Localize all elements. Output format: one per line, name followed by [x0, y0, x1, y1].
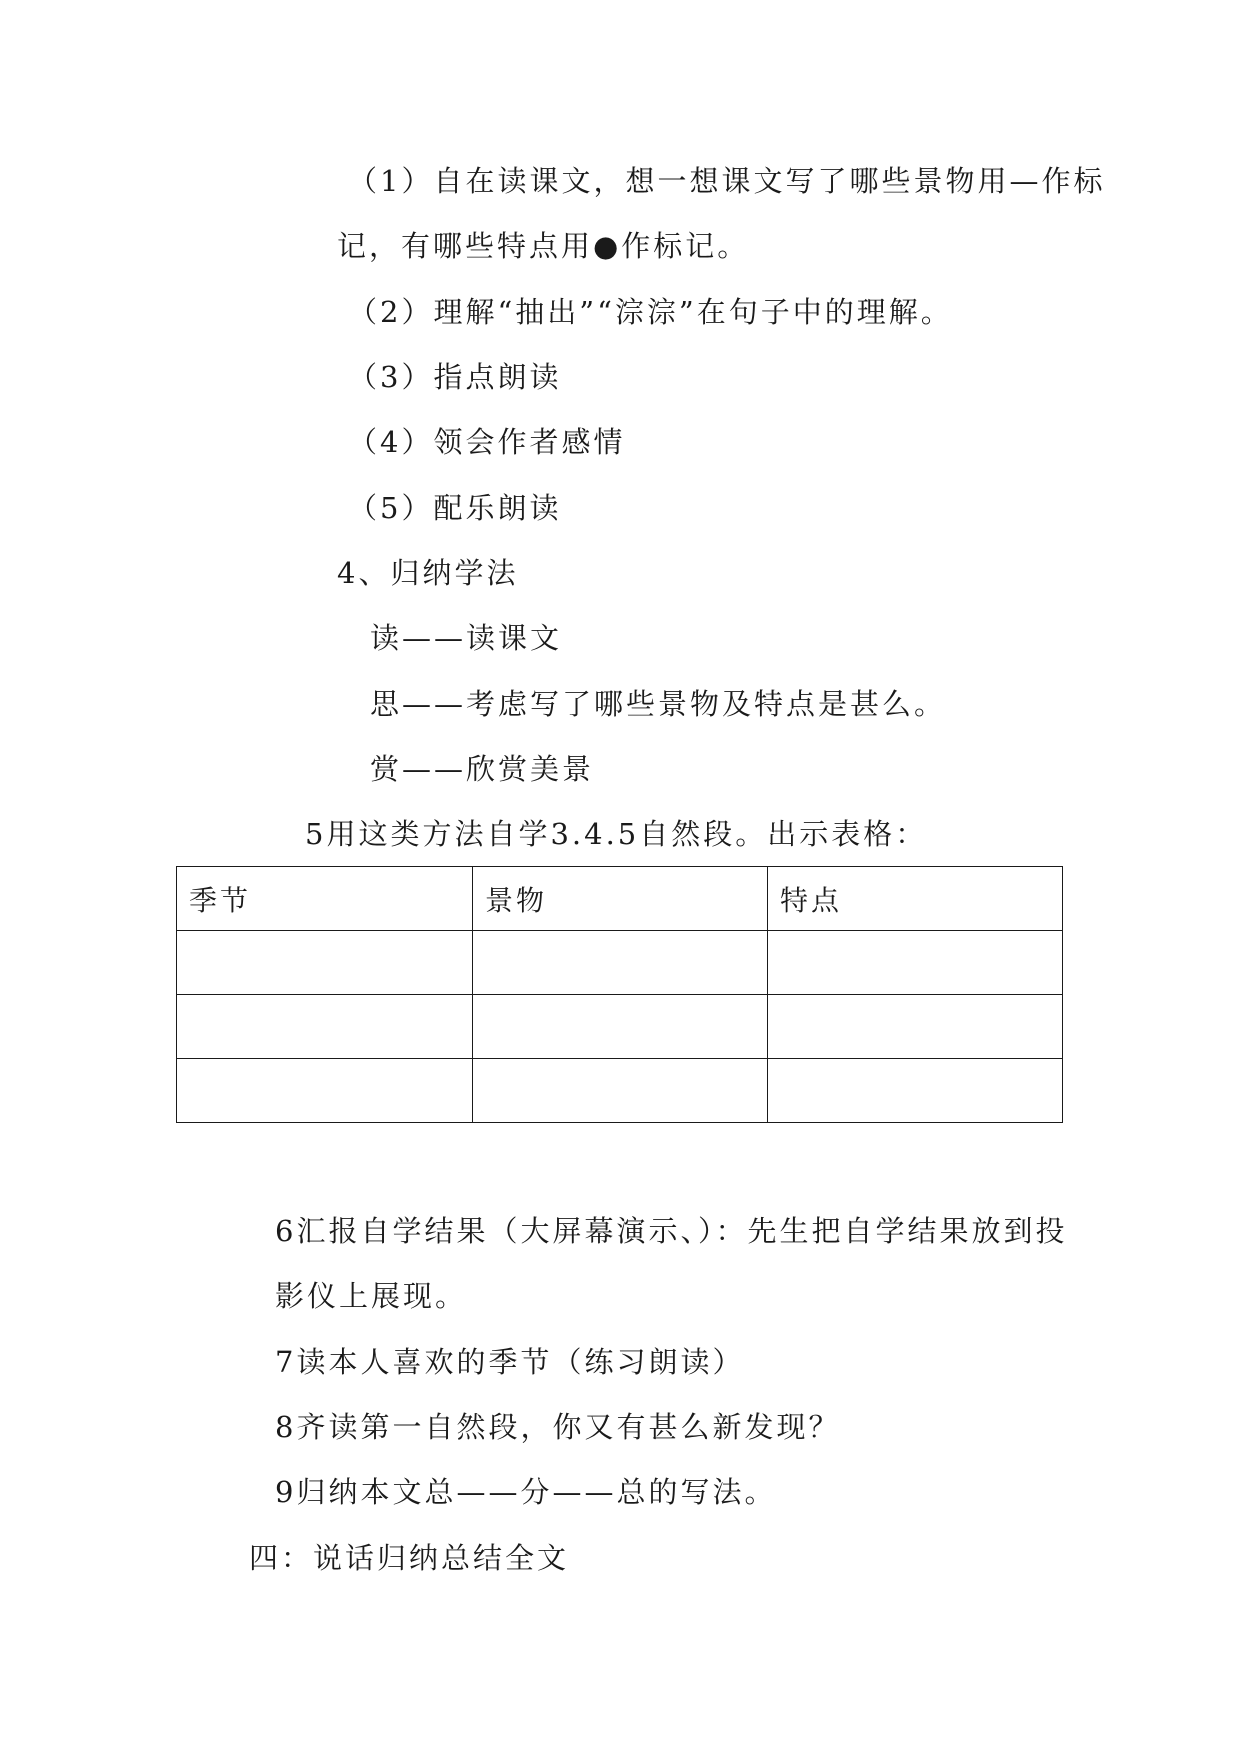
- header-season: 季节: [177, 867, 473, 931]
- table-cell: [177, 995, 473, 1059]
- table-cell: [768, 931, 1063, 995]
- table-header-row: [177, 867, 1063, 931]
- table-cell: [473, 1059, 768, 1123]
- section-9: 9归纳本文总——分——总的写法。: [275, 1475, 777, 1509]
- step-2: （2）理解“抽出”“淙淙”在句子中的理解。: [348, 295, 953, 329]
- section-8: 8齐读第一自然段，你又有甚么新发现？: [275, 1410, 841, 1444]
- section-6-line-2: 影仪上展现。: [275, 1279, 468, 1313]
- method-appreciate: 赏——欣赏美景: [370, 752, 595, 786]
- step-1-line-2: 记，有哪些特点用●作标记。: [337, 229, 750, 263]
- table-cell: [768, 995, 1063, 1059]
- header-scenery: 景物: [473, 867, 768, 931]
- table-row: [177, 931, 1063, 995]
- table-cell: [473, 995, 768, 1059]
- table-cell: [768, 1059, 1063, 1123]
- step-3: （3）指点朗读: [348, 360, 562, 394]
- table-cell: [177, 1059, 473, 1123]
- part-4-heading: 四：说话归纳总结全文: [249, 1541, 570, 1575]
- section-6-line-1: 6汇报自学结果（大屏幕演示、）：先生把自学结果放到投: [275, 1214, 1068, 1248]
- step-4: （4）领会作者感情: [348, 425, 626, 459]
- step-1-line-1: （1）自在读课文，想一想课文写了哪些景物用—作标: [348, 164, 1106, 198]
- table-cell: [177, 931, 473, 995]
- section-5-heading: 5用这类方法自学3.4.5自然段。出示表格：: [305, 817, 928, 851]
- step-5: （5）配乐朗读: [348, 491, 562, 525]
- table-cell: [473, 931, 768, 995]
- section-7: 7读本人喜欢的季节（练习朗读）: [275, 1345, 745, 1379]
- header-feature: 特点: [768, 867, 1063, 931]
- section-4-heading: 4、归纳学法: [337, 556, 519, 590]
- table-row: [177, 1059, 1063, 1123]
- method-think: 思——考虑写了哪些景物及特点是甚么。: [370, 687, 947, 721]
- method-read: 读——读课文: [370, 621, 563, 655]
- season-table: [176, 866, 1063, 1123]
- table-row: [177, 995, 1063, 1059]
